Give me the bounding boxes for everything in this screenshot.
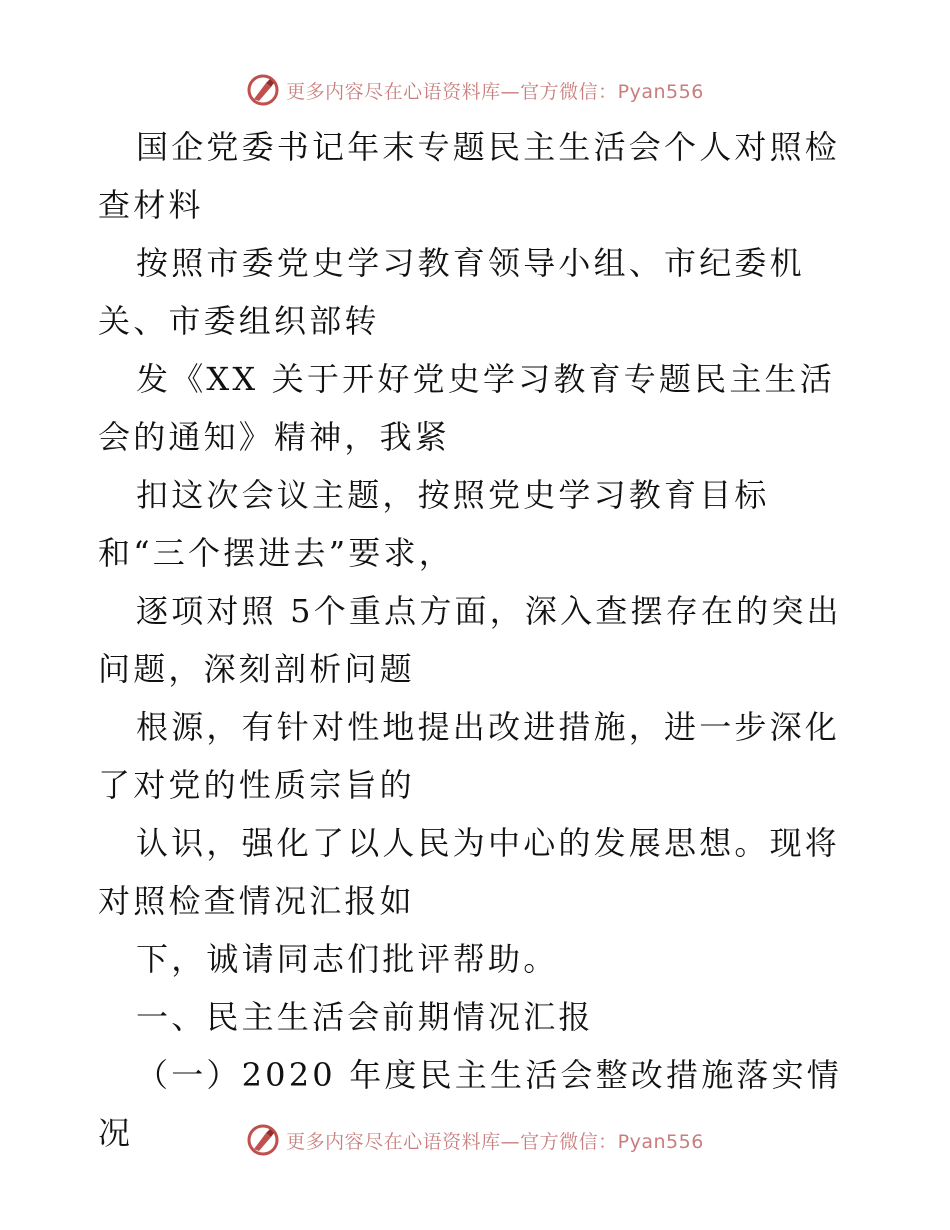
paragraph-2: 发《XX 关于开好党史学习教育专题民主生活会的通知》精神，我紧	[98, 360, 835, 456]
pen-circle-icon	[246, 1123, 280, 1157]
footer-banner-text: 更多内容尽在心语资料库—官方微信：Pyan556	[286, 1130, 704, 1153]
footer-watermark-banner	[0, 1122, 950, 1158]
paragraph-4: 逐项对照 5个重点方面，深入查摆存在的突出问题，深刻剖析问题	[98, 592, 842, 688]
paragraph-3: 扣这次会议主题，按照党史学习教育目标和“三个摆进去”要求，	[98, 476, 770, 572]
paragraph-6: 认识，强化了以人民为中心的发展思想。现将对照检查情况汇报如	[98, 824, 841, 920]
pen-circle-icon	[246, 73, 280, 107]
section-heading-1: 一、民主生活会前期情况汇报	[136, 998, 594, 1036]
paragraph-1: 按照市委党史学习教育领导小组、市纪委机关、市委组织部转	[98, 244, 805, 340]
header-watermark-banner	[0, 72, 950, 108]
paragraph-7: 下，诚请同志们批评帮助。	[136, 940, 559, 978]
document-body	[98, 118, 858, 1162]
subsection-heading-1: （一）2020 年度民主生活会整改措施落实情况	[98, 1056, 843, 1152]
document-title: 国企党委书记年末专题民主生活会个人对照检查材料	[98, 128, 841, 224]
paragraph-5: 根源，有针对性地提出改进措施，进一步深化了对党的性质宗旨的	[98, 708, 841, 804]
header-banner-text: 更多内容尽在心语资料库—官方微信：Pyan556	[286, 80, 704, 103]
